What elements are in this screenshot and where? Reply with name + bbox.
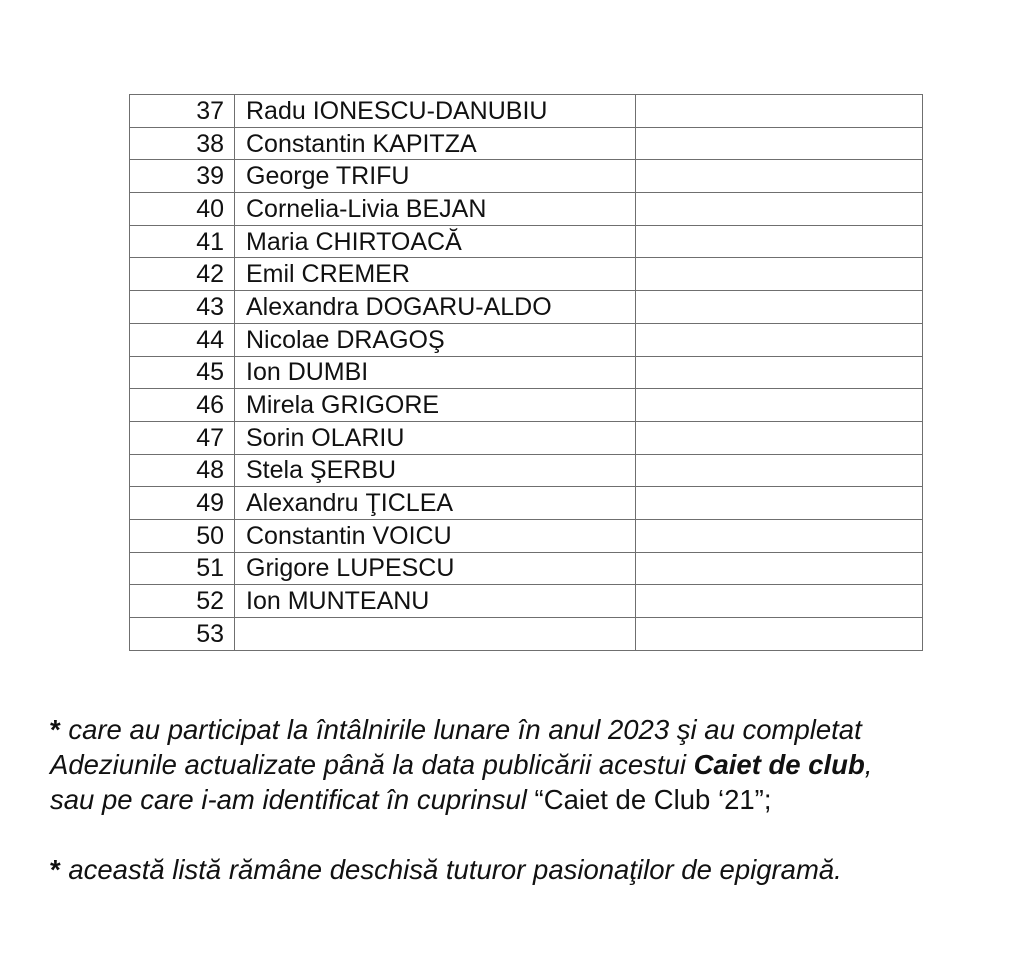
signature-cell (636, 258, 923, 291)
signature-cell (636, 323, 923, 356)
row-number: 50 (130, 519, 235, 552)
member-name: George TRIFU (235, 160, 636, 193)
row-number: 45 (130, 356, 235, 389)
row-number: 47 (130, 421, 235, 454)
row-number: 51 (130, 552, 235, 585)
signature-cell (636, 356, 923, 389)
signature-cell (636, 421, 923, 454)
row-number: 46 (130, 389, 235, 422)
signature-cell (636, 95, 923, 128)
signature-cell (636, 193, 923, 226)
quoted-title: “Caiet de Club ‘21”; (534, 784, 772, 815)
signature-cell (636, 585, 923, 618)
member-name: Emil CREMER (235, 258, 636, 291)
table-row (130, 323, 923, 356)
member-name: Maria CHIRTOACĂ (235, 225, 636, 258)
member-name: Cornelia-Livia BEJAN (235, 193, 636, 226)
member-name: Nicolae DRAGOŞ (235, 323, 636, 356)
table-row (130, 160, 923, 193)
table-row (130, 193, 923, 226)
footnote-text: sau pe care i-am identificat în cuprinsul (50, 784, 535, 815)
row-number: 38 (130, 127, 235, 160)
paragraph-spacer (50, 817, 1010, 852)
signature-cell (636, 225, 923, 258)
signature-cell (636, 291, 923, 324)
member-name (235, 618, 636, 651)
row-number: 52 (130, 585, 235, 618)
table-row (130, 95, 923, 128)
member-name: Stela ŞERBU (235, 454, 636, 487)
asterisk-bullet: * (50, 714, 61, 745)
table-row (130, 519, 923, 552)
signature-cell (636, 389, 923, 422)
member-name: Alexandra DOGARU-ALDO (235, 291, 636, 324)
table-row (130, 552, 923, 585)
signature-cell (636, 618, 923, 651)
footnote-text: care au participat la întâlnirile lunare în anul 2023 şi au completat (60, 714, 862, 745)
row-number: 44 (130, 323, 235, 356)
table-row (130, 618, 923, 651)
row-number: 43 (130, 291, 235, 324)
table-row (130, 356, 923, 389)
row-number: 53 (130, 618, 235, 651)
footnotes (50, 712, 1010, 887)
table-row (130, 225, 923, 258)
member-name: Radu IONESCU-DANUBIU (235, 95, 636, 128)
member-name: Constantin KAPITZA (235, 127, 636, 160)
row-number: 39 (130, 160, 235, 193)
asterisk-bullet: * (50, 854, 61, 885)
member-name: Sorin OLARIU (235, 421, 636, 454)
row-number: 49 (130, 487, 235, 520)
member-name: Alexandru ŢICLEA (235, 487, 636, 520)
row-number: 42 (130, 258, 235, 291)
table-row (130, 454, 923, 487)
footnote-open-list (50, 852, 1010, 887)
publication-title: Caiet de club (693, 749, 865, 780)
signature-cell (636, 454, 923, 487)
row-number: 48 (130, 454, 235, 487)
member-name: Ion DUMBI (235, 356, 636, 389)
signature-cell (636, 552, 923, 585)
member-name: Mirela GRIGORE (235, 389, 636, 422)
table-row (130, 258, 923, 291)
table-row (130, 585, 923, 618)
member-name: Ion MUNTEANU (235, 585, 636, 618)
table-row (130, 487, 923, 520)
signature-cell (636, 487, 923, 520)
signature-cell (636, 519, 923, 552)
members-table (129, 94, 923, 651)
footnote-text: această listă rămâne deschisă tuturor pasionaţilor de epigramă. (60, 854, 842, 885)
row-number: 41 (130, 225, 235, 258)
table-row (130, 389, 923, 422)
footnote-participation (50, 712, 1010, 817)
signature-cell (636, 160, 923, 193)
row-number: 40 (130, 193, 235, 226)
footnote-text: Adeziunile actualizate până la data publicării acestui (50, 749, 694, 780)
row-number: 37 (130, 95, 235, 128)
table-row (130, 127, 923, 160)
member-name: Constantin VOICU (235, 519, 636, 552)
table-row (130, 291, 923, 324)
footnote-text: , (864, 749, 873, 780)
signature-cell (636, 127, 923, 160)
table-row (130, 421, 923, 454)
member-name: Grigore LUPESCU (235, 552, 636, 585)
